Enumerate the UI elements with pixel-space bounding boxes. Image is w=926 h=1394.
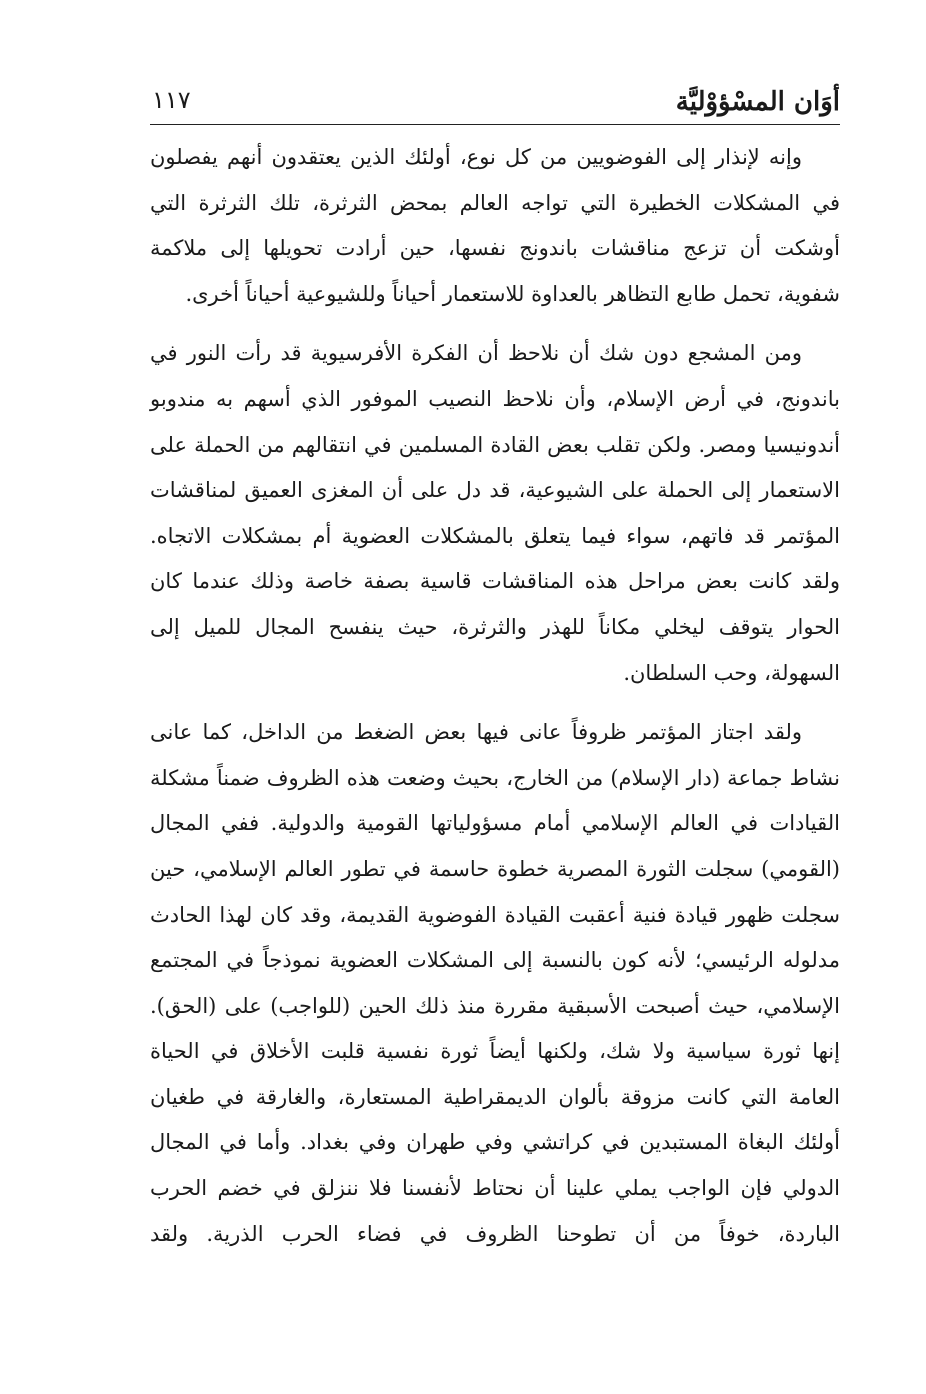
paragraph-3: ولقد اجتاز المؤتمر ظروفاً عانى فيها بعض الضغط من الداخل، كما عانى نشاط جماعة (دار الإسلام) من الخارج، بحيث وضعت هذه الظروف ضمناً مشكلة القيادات في العالم الإسلامي أمام مسؤولياتها القومية والدولية. ففي المجال (القومي) سجلت الثورة المصرية خطوة حاسمة في تطور العالم الإسلامي، حين سجلت ظهور قيادة فنية أعقبت القيادة الفوضوية القديمة، وقد كان لهذا الحادث مدلوله الرئيسي؛ لأنه كون بالنسبة إلى المشكلات العضوية نموذجاً في المجتمع الإسلامي، حيث أصبحت الأسبقية مقررة منذ ذلك الحين (للواجب) على (الحق). إنها ثورة سياسية ولا شك، ولكنها أيضاً ثورة نفسية قلبت الأخلاق في الحياة العامة التي كانت مزوقة بألوان الديمقراطية المستعارة، والغارقة في طغيان أولئك البغاة المستبدين في كراتشي وفي طهران وفي بغداد. وأما في المجال الدولي فإن الواجب يملي علينا أن نحتاط لأنفسنا فلا ننزلق في خضم الحرب الباردة، خوفاً من أن تطوحنا الظروف في فضاء الحرب الذرية. ولقد <box>150 720 840 1246</box>
body-text <box>150 135 840 1257</box>
book-page <box>150 78 840 1271</box>
page-header <box>150 78 840 125</box>
running-title: أوَان المسْؤوْليَّة <box>675 87 840 117</box>
paragraph-2: ومن المشجع دون شك أن نلاحظ أن الفكرة الأفرسيوية قد رأت النور في باندونج، في أرض الإسلام، وأن نلاحظ النصيب الموفور الذي أسهم به مندوبو أندونيسيا ومصر. ولكن تقلب بعض القادة المسلمين في انتقالهم من الحملة على الاستعمار إلى الحملة على الشيوعية، قد دل على أن المغزى العميق لمناقشات المؤتمر قد فاتهم، سواء فيما يتعلق بالمشكلات العضوية أم بمشكلات الاتجاه. ولقد كانت بعض مراحل هذه المناقشات قاسية بصفة خاصة وذلك عندما كان الحوار يتوقف ليخلي مكاناً للهذر والثرثرة، حيث ينفسح المجال للميل إلى السهولة، وحب السلطان. <box>150 341 840 685</box>
page-number: ١١٧ <box>152 86 191 114</box>
paragraph-1: وإنه لإنذار إلى الفوضويين من كل نوع، أولئك الذين يعتقدون أنهم يفصلون في المشكلات الخطيرة التي تواجه العالم بمحض الثرثرة، تلك الثرثرة التي أوشكت أن تزعج مناقشات باندونج نفسها، حين أرادت تحويلها إلى ملاكمة شفوية، تحمل طابع التظاهر بالعداوة للاستعمار أحياناً وللشيوعية أحياناً أخرى. <box>150 145 840 306</box>
